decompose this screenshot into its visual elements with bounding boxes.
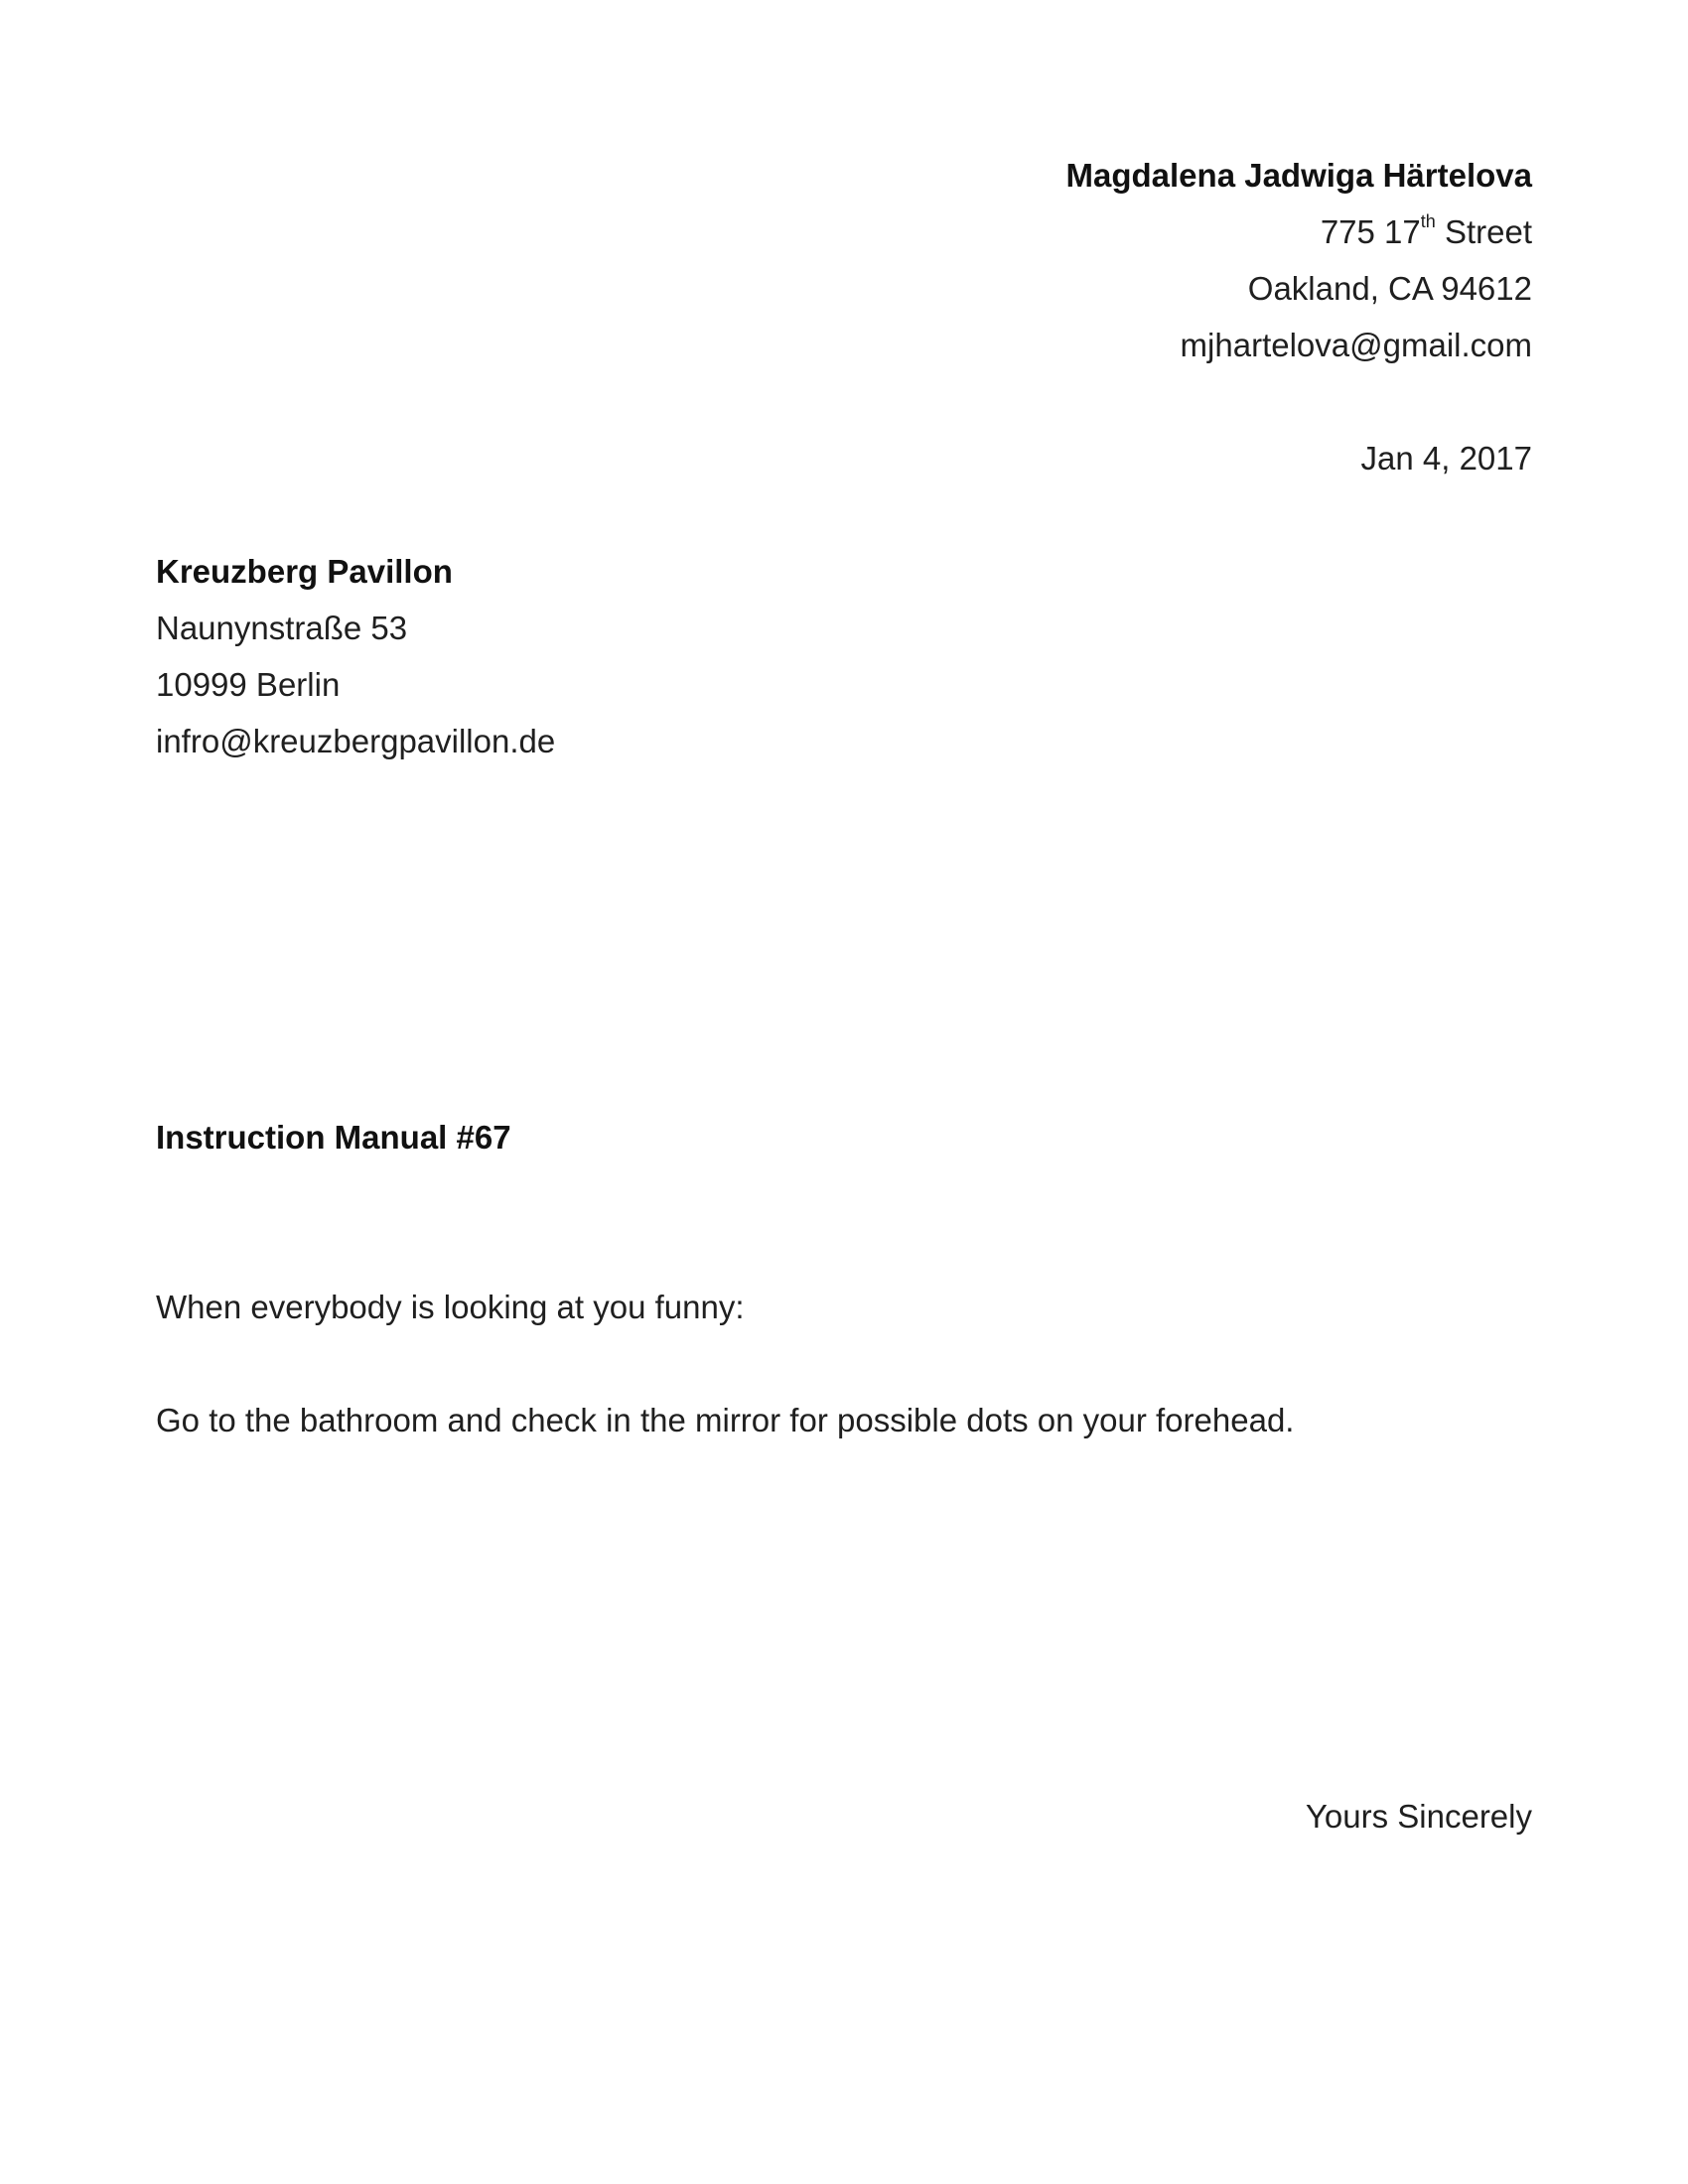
letter-date: Jan 4, 2017	[1360, 440, 1532, 477]
sender-city: Oakland, CA 94612	[1247, 270, 1532, 307]
sender-street-number: 775 17	[1320, 213, 1421, 250]
recipient-city: 10999 Berlin	[156, 666, 341, 703]
letter-closing: Yours Sincerely	[1305, 1798, 1532, 1835]
sender-street-ordinal: th	[1420, 211, 1436, 231]
body-paragraph: When everybody is looking at you funny:	[156, 1289, 745, 1325]
sender-street-name: Street	[1435, 213, 1532, 250]
sender-email: mjhartelova@gmail.com	[1180, 327, 1532, 363]
recipient-name: Kreuzberg Pavillon	[156, 553, 453, 590]
sender-name: Magdalena Jadwiga Härtelova	[1065, 157, 1532, 194]
sender-street	[1321, 212, 1532, 252]
recipient-street: Naunynstraße 53	[156, 610, 408, 646]
body-paragraph: Go to the bathroom and check in the mirror for possible dots on your forehead.	[156, 1402, 1295, 1438]
letter-subject: Instruction Manual #67	[156, 1119, 511, 1156]
recipient-email: infro@kreuzbergpavillon.de	[156, 723, 556, 759]
